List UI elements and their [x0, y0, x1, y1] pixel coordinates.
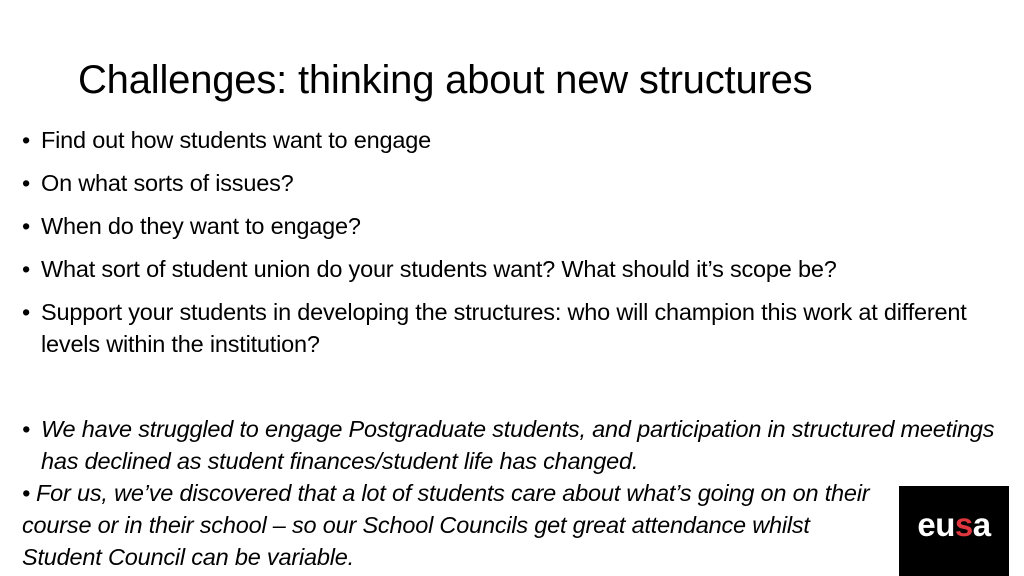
logo-text-s: s [954, 506, 973, 543]
bullet-text: For us, we’ve discovered that a lot of students care about what’s going on on their course or in their school – so our School Councils get great attendance whilst Student Council can be variable. [22, 480, 870, 570]
bullet-dot: • [22, 416, 31, 442]
bullet-text: When do they want to engage? [41, 213, 361, 239]
logo-text-eu: eu [917, 506, 955, 543]
bullet-dot: • [22, 213, 31, 239]
logo-wordmark [899, 506, 1009, 544]
bullet-item [22, 167, 1012, 199]
bullet-list [22, 124, 1012, 573]
bullet-dot: • [22, 127, 31, 153]
bullet-item [22, 210, 1012, 242]
bullet-text: Find out how students want to engage [41, 127, 431, 153]
bullet-item [22, 253, 1012, 285]
bullet-item [22, 296, 1012, 360]
bullet-text: On what sorts of issues? [41, 170, 294, 196]
bullet-dot: • [22, 170, 31, 196]
bullet-dot: • [22, 480, 31, 506]
eusa-logo [899, 486, 1009, 576]
bullet-text: What sort of student union do your students want? What should it’s scope be? [41, 256, 837, 282]
slide-title: Challenges: thinking about new structures [78, 58, 813, 102]
logo-text-a: a [972, 506, 991, 543]
bullet-item [22, 124, 1012, 156]
bullet-item-italic [22, 413, 1012, 477]
bullet-dot: • [22, 256, 31, 282]
bullet-text: Support your students in developing the structures: who will champion this work at different levels within the institution? [41, 299, 967, 357]
bullet-text: We have struggled to engage Postgraduate students, and participation in structured meetings has declined as student finances/student life has changed. [41, 416, 995, 474]
bullet-dot: • [22, 299, 31, 325]
bullet-item-italic [22, 477, 887, 573]
